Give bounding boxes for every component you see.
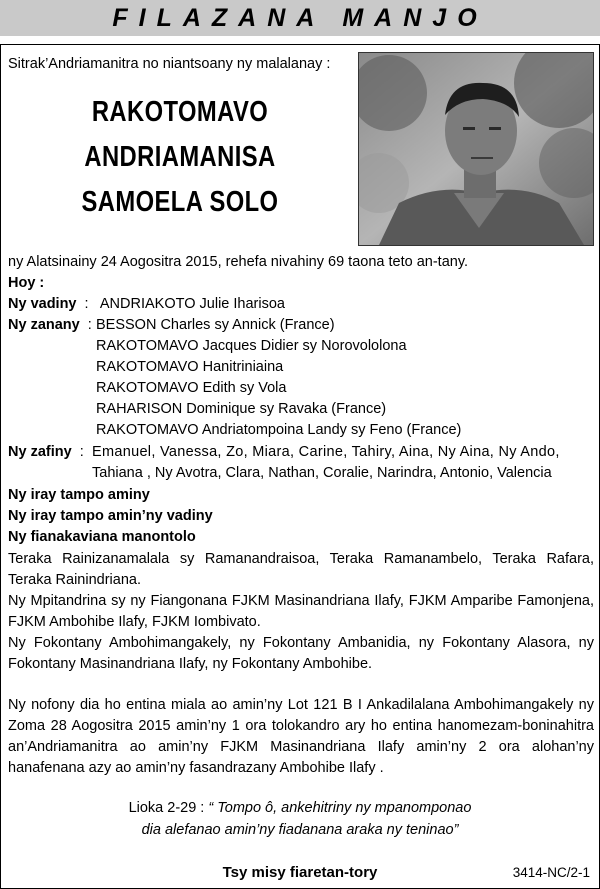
bible-verse-line-1	[0, 797, 600, 819]
child-item: BESSON Charles sy Annick (France)	[96, 317, 335, 333]
spouse-name: ANDRIAKOTO Julie Iharisoa	[99, 296, 285, 312]
reference-code: 3414-NC/2-1	[512, 865, 590, 880]
child-item: RAKOTOMAVO Hanitriniaina	[96, 359, 284, 375]
family-line: Ny iray tampo amin’ny vadiny	[8, 508, 213, 524]
grandchildren-line-2: Tahiana , Ny Avotra, Clara, Nathan, Coralie, Narindra, Antonio, Valencia	[92, 465, 552, 481]
footer-note: Tsy misy fiaretan-tory	[222, 864, 378, 881]
child-item: RAKOTOMAVO Andriatompoina Landy sy Feno (France)	[96, 422, 462, 438]
deceased-name-line-1: RAKOTOMAVO	[91, 96, 269, 128]
grandchildren-row: Ny zafiny :	[8, 444, 84, 460]
deceased-name-line-3: SAMOELA SOLO	[81, 186, 279, 218]
portrait-image	[359, 53, 593, 245]
intro-text: Sitrak’Andriamanitra no niantsoany ny malalanay :	[8, 56, 331, 72]
header-bar	[0, 0, 600, 36]
bible-verse-line-2	[0, 819, 600, 841]
verse-text-1: “ Tompo ô, ankehitriny ny mpanomponao	[208, 800, 472, 816]
family-line: Ny fianakaviana manontolo	[8, 529, 196, 545]
grandchildren-label: Ny zafiny	[8, 444, 72, 460]
child-item: RAKOTOMAVO Edith sy Vola	[96, 380, 287, 396]
family-line: Ny iray tampo aminy	[8, 487, 150, 503]
spouse-row: Ny vadiny : ANDRIAKOTO Julie Iharisoa	[8, 296, 285, 312]
children-label: Ny zanany	[8, 317, 80, 333]
deceased-photo	[358, 52, 594, 246]
hoy-label: Hoy :	[8, 275, 45, 291]
death-announcement: ny Alatsinainy 24 Aogositra 2015, rehefa nivahiny 69 taona teto an-tany.	[8, 254, 469, 270]
verse-reference: Lioka 2-29 :	[128, 800, 205, 816]
child-item: RAHARISON Dominique sy Ravaka (France)	[96, 401, 387, 417]
paragraph: Teraka Rainizanamalala sy Ramanandraisoa, Teraka Ramanambelo, Teraka Rafara, Teraka Rainindriana.	[8, 551, 594, 588]
paragraph: Ny Mpitandrina sy ny Fiangonana FJKM Masinandriana Ilafy, FJKM Amparibe Famonjena, FJKM Ambohibe Ilafy, FJKM Iombivato.	[8, 593, 594, 630]
child-item: RAKOTOMAVO Jacques Didier sy Norovololona	[96, 338, 407, 354]
children-row: Ny zanany :	[8, 317, 96, 333]
paragraph: Ny Fokontany Ambohimangakely, ny Fokontany Ambanidia, ny Fokontany Alasora, ny Fokontany Masinandriana Ilafy, ny Fokontany Ambohibe.	[8, 635, 594, 672]
funeral-details: Ny nofony dia ho entina miala ao amin’ny Lot 121 B I Ankadilalana Ambohimangakely ny Zoma 28 Aogositra 2015 amin’ny 1 ora tolokandro ary ho entina hanomezam-boninahitra an’Andriamanitra ao amin’ny FJKM Masinandriana Ilafy amin’ny 2 ora alohan’ny hanafenana azy ao amin’ny fasandrazany Ambohibe Ilafy .	[8, 697, 594, 776]
grandchildren-line-1: Emanuel, Vanessa, Zo, Miara, Carine, Tahiry, Aina, Ny Aina, Ny Ando,	[92, 444, 560, 460]
page-title: FILAZANA MANJO	[112, 4, 488, 32]
verse-text-2: dia alefanao amin’ny fiadanana araka ny teninao”	[141, 822, 459, 838]
spouse-label: Ny vadiny	[8, 296, 77, 312]
deceased-name-line-2: ANDRIAMANISA	[84, 141, 276, 173]
